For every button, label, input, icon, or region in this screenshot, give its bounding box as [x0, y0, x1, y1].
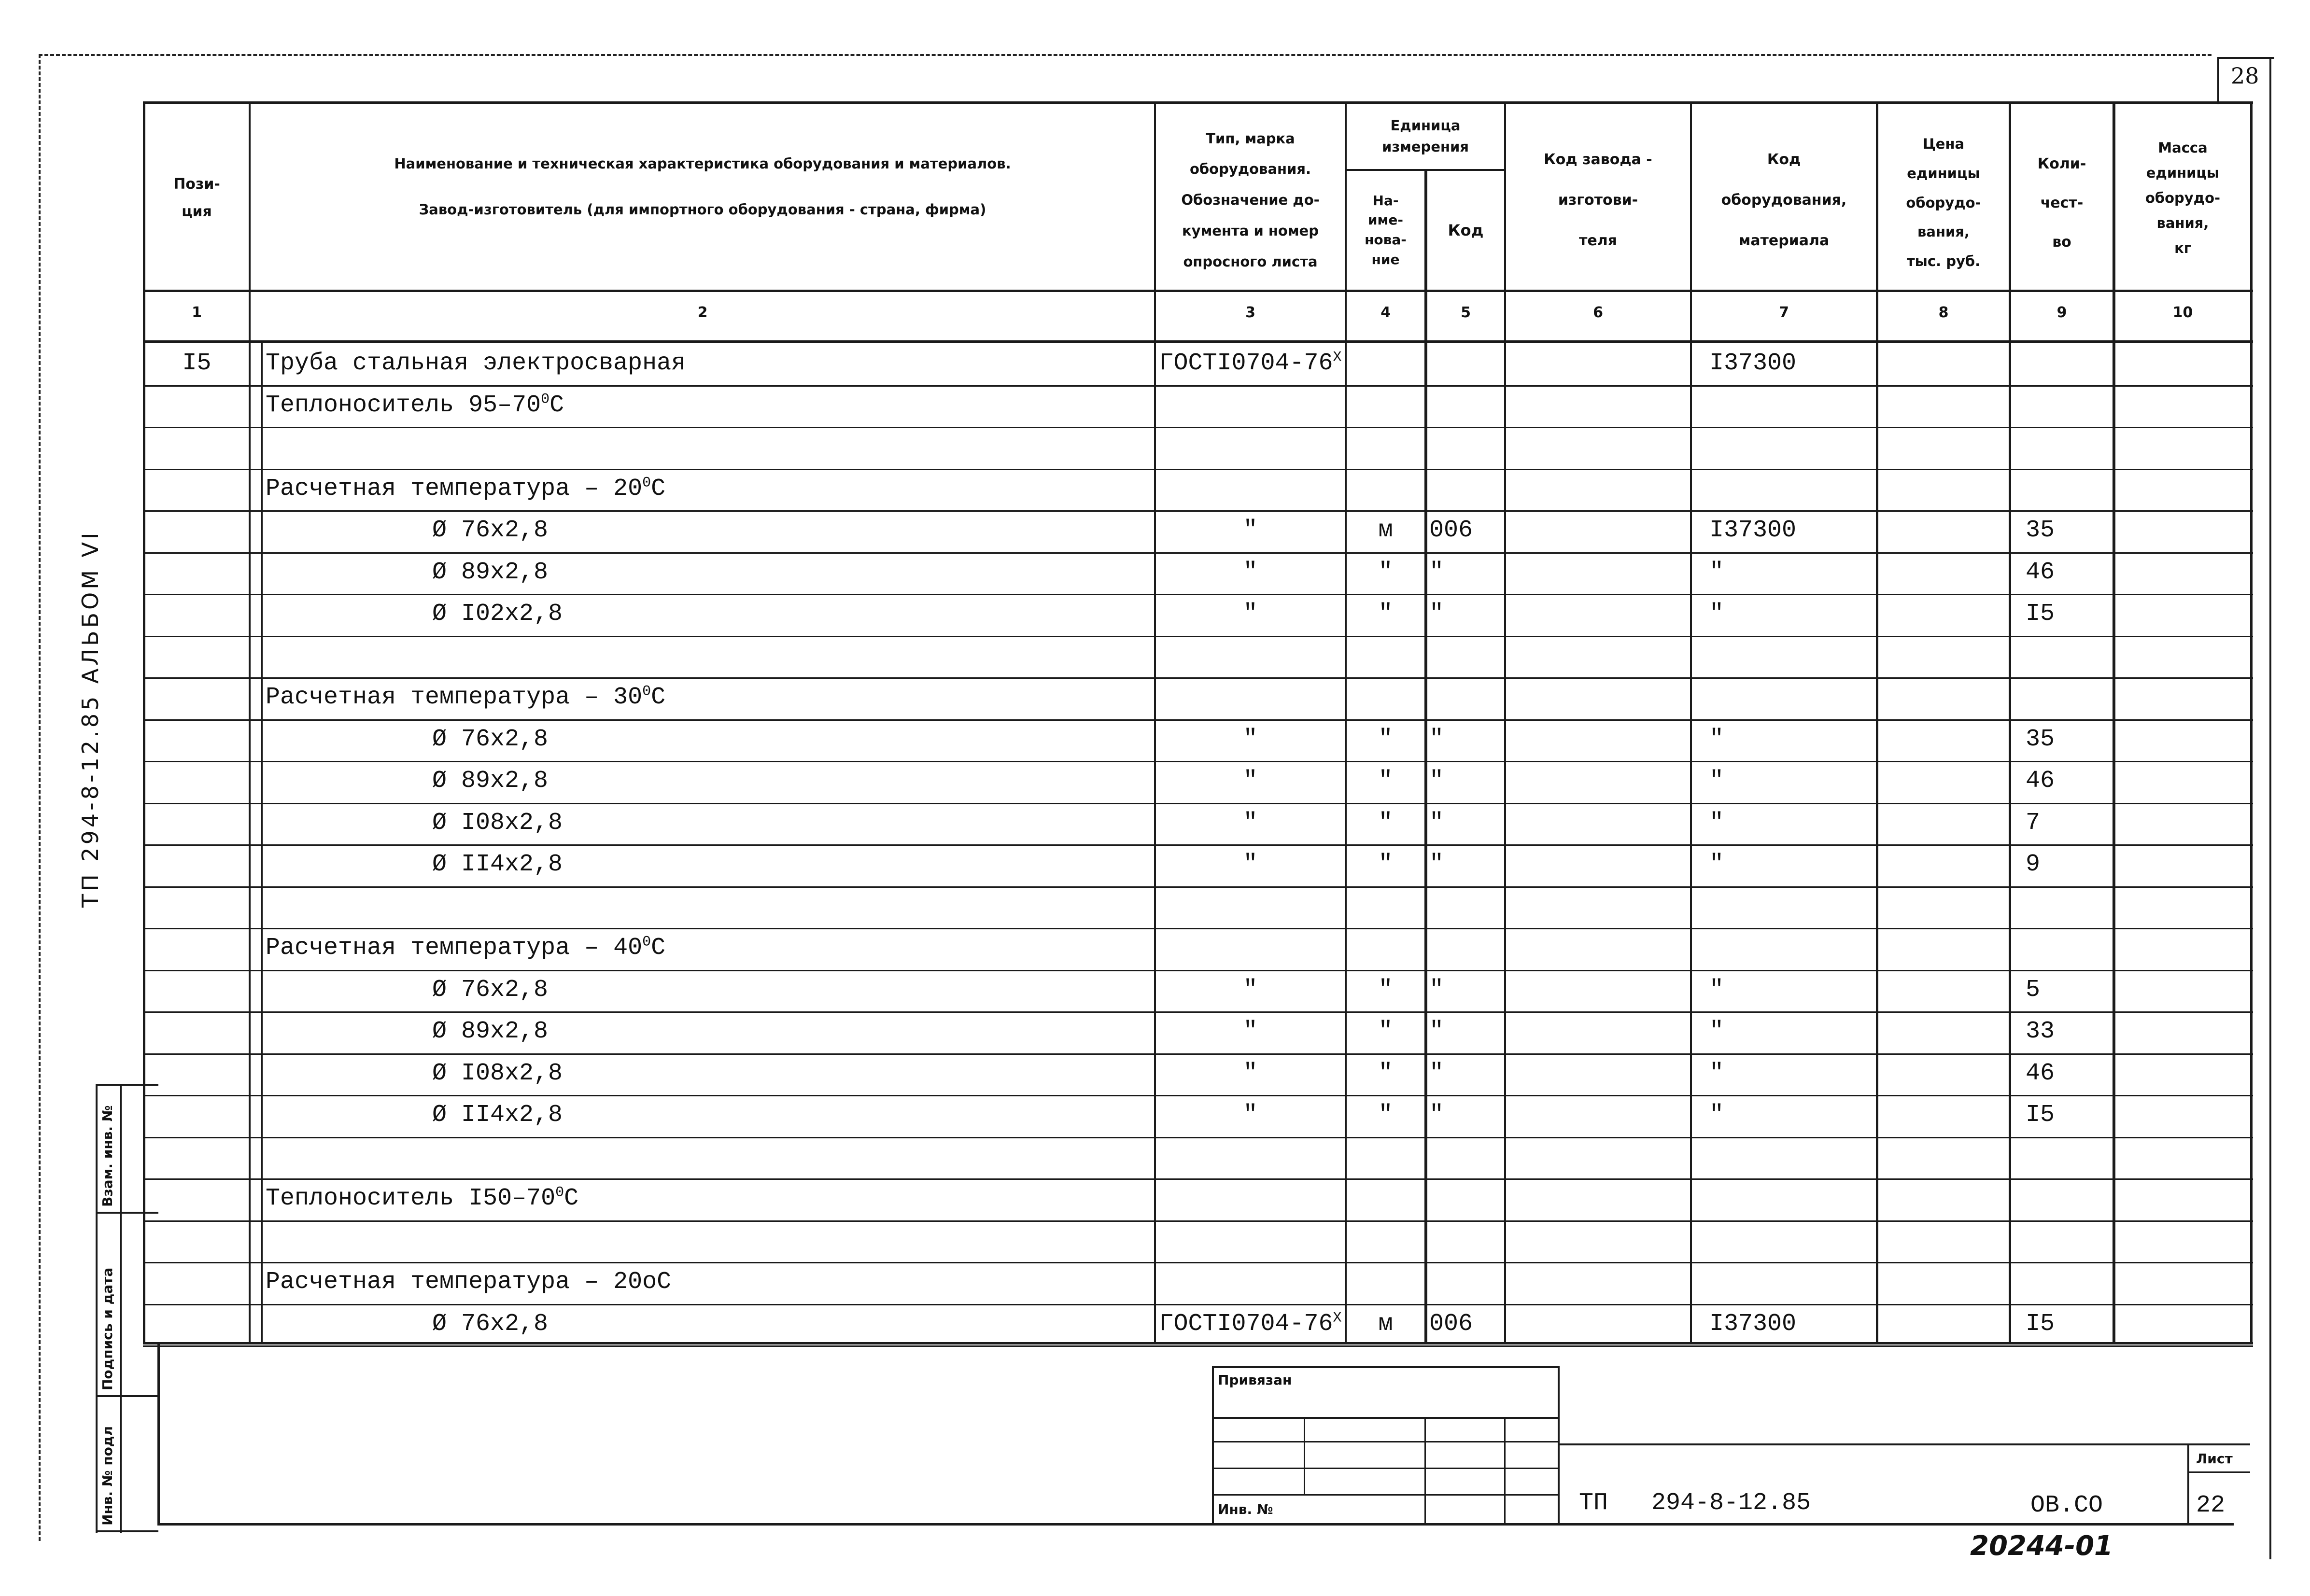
- row-unit-code: [1429, 1310, 1502, 1339]
- row-name-degree: 0: [642, 475, 651, 491]
- row-material-code: [1709, 600, 1724, 629]
- row-doc: [1156, 516, 1345, 545]
- row-unit: [1347, 1059, 1424, 1088]
- tb-sheet-label: Лист: [2196, 1451, 2233, 1467]
- row-material-code: [1709, 1101, 1724, 1130]
- row-unit-text: ": [1378, 809, 1393, 837]
- row-name-text: Труба стальная электросварная: [266, 350, 686, 377]
- row-material-code-text: ": [1709, 559, 1724, 586]
- row-material-code-text: I37300: [1709, 1310, 1797, 1338]
- row-doc: [1156, 850, 1345, 879]
- row-unit-code: [1429, 809, 1502, 838]
- row-name: [266, 349, 686, 378]
- header-unit-name: На- име- нова- ние: [1365, 192, 1407, 267]
- row-material-code-text: ": [1709, 600, 1724, 628]
- row-quantity: [2026, 558, 2055, 587]
- row-name-text: Расчетная температура – 30: [266, 684, 643, 711]
- row-name: [266, 391, 564, 420]
- row-unit-text: м: [1378, 517, 1393, 544]
- row-name: [266, 934, 665, 963]
- row-doc: [1156, 809, 1345, 838]
- header-price: Цена единицы оборудо- вания, тыс. руб.: [1906, 135, 1981, 270]
- row-unit-code-text: ": [1429, 809, 1444, 837]
- row-name: [266, 475, 665, 504]
- tb-sheet-left: [2187, 1443, 2189, 1523]
- row-divider: [143, 1220, 2253, 1222]
- stamp-line-4: [96, 1530, 158, 1532]
- row-name-text: Ø II4х2,8: [432, 1101, 563, 1129]
- tb-row-2: [1212, 1441, 1560, 1442]
- row-divider: [143, 970, 2253, 971]
- row-divider: [143, 886, 2253, 888]
- row-unit-text: ": [1378, 976, 1393, 1004]
- row-name-text: Ø 89х2,8: [432, 559, 549, 586]
- row-divider: [143, 1137, 2253, 1138]
- frame-right: [2250, 101, 2253, 1342]
- row-unit: [1347, 1101, 1424, 1130]
- row-quantity-text: 35: [2026, 726, 2055, 753]
- stamp-podpis-data: Подпись и дата: [99, 1267, 115, 1390]
- row-name-text: Теплоноситель I50–70: [266, 1185, 556, 1212]
- row-name: [432, 1017, 548, 1046]
- row-divider: [143, 594, 2253, 595]
- row-name-degree: 0: [555, 1184, 564, 1201]
- row-material-code-text: ": [1709, 976, 1724, 1004]
- tb-row-1: [1212, 1417, 1560, 1419]
- header-position: Пози- ция: [173, 176, 220, 220]
- colnum-10: 10: [2172, 304, 2193, 321]
- row-quantity-text: I5: [2026, 600, 2055, 628]
- tb-sheet-mid: [2187, 1471, 2250, 1473]
- row-name-text: Ø 89х2,8: [432, 1018, 549, 1045]
- row-doc-text: ГОСТI0704-76: [1159, 350, 1333, 377]
- col-sep-1b: [261, 340, 263, 1342]
- row-quantity: [2026, 850, 2040, 879]
- bottom-stamp: 20244-01: [1970, 1530, 2113, 1562]
- row-divider: [143, 677, 2253, 679]
- row-name-text: Ø 76х2,8: [432, 976, 549, 1004]
- row-name: [432, 1310, 548, 1339]
- row-name-text: Ø 76х2,8: [432, 517, 549, 544]
- row-name-text: Расчетная температура – 20оС: [266, 1268, 672, 1296]
- row-name: [266, 1268, 671, 1297]
- row-doc-text: ": [1243, 517, 1258, 544]
- row-unit-text: ": [1378, 1018, 1393, 1045]
- row-doc-text: ": [1243, 976, 1258, 1004]
- row-name: [432, 725, 548, 754]
- tb-left: [1212, 1366, 1214, 1523]
- row-quantity: [2026, 809, 2040, 838]
- col-sep-9: [2113, 101, 2115, 1342]
- tb-col-2: [1424, 1417, 1426, 1523]
- row-unit-code-text: ": [1429, 559, 1444, 586]
- row-unit-code-text: ": [1429, 767, 1444, 795]
- header-name-line2: Завод-изготовитель (для импортного оборудования - страна, фирма): [419, 201, 986, 218]
- row-quantity: [2026, 516, 2055, 545]
- row-unit: [1347, 1310, 1424, 1339]
- row-quantity-text: 5: [2026, 976, 2041, 1004]
- row-divider: [143, 1011, 2253, 1013]
- header-mass: Масса единицы оборудо- вания, кг: [2145, 139, 2221, 257]
- row-unit: [1347, 600, 1424, 629]
- row-material-code-text: I37300: [1709, 517, 1797, 544]
- row-doc: [1156, 725, 1345, 754]
- row-unit-code: [1429, 516, 1502, 545]
- row-unit: [1347, 809, 1424, 838]
- row-divider: [143, 1095, 2253, 1096]
- row-material-code: [1709, 1310, 1796, 1339]
- row-name-unit: С: [651, 934, 666, 962]
- tb-top: [1212, 1366, 1560, 1368]
- row-material-code: [1709, 767, 1724, 796]
- row-material-code: [1709, 725, 1724, 754]
- row-quantity: [2026, 1101, 2055, 1130]
- row-material-code: [1709, 809, 1724, 838]
- header-unit-code: Код: [1448, 221, 1484, 239]
- row-doc-text: ГОСТI0704-76: [1159, 1310, 1333, 1338]
- row-unit-code-text: 006: [1429, 1310, 1473, 1338]
- row-name: [266, 1184, 578, 1213]
- colnum-7: 7: [1779, 304, 1789, 321]
- row-material-code-text: ": [1709, 851, 1724, 878]
- tb-sheet-number: 22: [2196, 1492, 2225, 1519]
- row-quantity-text: 46: [2026, 559, 2055, 586]
- tb-inv-no: Инв. №: [1218, 1501, 1273, 1517]
- row-unit-text: ": [1378, 767, 1393, 795]
- left-dashed-border: [39, 54, 41, 1541]
- frame-table-bottom: [143, 1342, 2253, 1344]
- row-divider: [143, 552, 2253, 554]
- row-doc-text: ": [1243, 559, 1258, 586]
- corner-box-left: [2217, 57, 2219, 104]
- row-quantity-text: I5: [2026, 1310, 2055, 1338]
- side-document-label: ТП 294-8-12.85 АЛЬБОМ VI: [77, 530, 103, 908]
- row-divider: [143, 385, 2253, 387]
- row-divider: [143, 803, 2253, 804]
- row-unit: [1347, 767, 1424, 796]
- row-name: [432, 809, 563, 838]
- row-material-code: [1709, 349, 1796, 378]
- colnum-4: 4: [1380, 304, 1391, 321]
- row-doc: [1156, 976, 1345, 1005]
- row-divider: [143, 1304, 2253, 1305]
- row-doc: [1156, 1310, 1345, 1339]
- row-divider: [143, 1178, 2253, 1180]
- row-doc-text: ": [1243, 767, 1258, 795]
- row-name: [432, 767, 548, 796]
- row-material-code-text: ": [1709, 1101, 1724, 1129]
- row-material-code: [1709, 976, 1724, 1005]
- row-material-code-text: ": [1709, 1060, 1724, 1087]
- row-quantity-text: 33: [2026, 1018, 2055, 1045]
- outer-right-line: [2269, 58, 2271, 1559]
- row-unit: [1347, 558, 1424, 587]
- row-quantity: [2026, 976, 2040, 1005]
- row-unit-code-text: ": [1429, 1018, 1444, 1045]
- row-doc-text: ": [1243, 1060, 1258, 1087]
- row-doc: [1156, 767, 1345, 796]
- stamp-mid-line: [120, 1084, 122, 1533]
- row-unit-text: ": [1378, 600, 1393, 628]
- row-divider: [143, 1053, 2253, 1055]
- row-unit-code-text: ": [1429, 851, 1444, 878]
- frame-left-lower: [157, 1342, 160, 1525]
- colnum-5: 5: [1461, 304, 1471, 321]
- colnum-3: 3: [1245, 304, 1255, 321]
- row-unit-code-text: ": [1429, 1060, 1444, 1087]
- row-unit-code: [1429, 1059, 1502, 1088]
- stamp-line-3: [96, 1395, 158, 1397]
- row-unit-code-text: ": [1429, 1101, 1444, 1129]
- row-name-text: Ø II4х2,8: [432, 851, 563, 878]
- stamp-left-line: [96, 1084, 98, 1533]
- row-name-text: Ø I08х2,8: [432, 1060, 563, 1087]
- row-name-unit: С: [549, 392, 564, 419]
- row-unit-code: [1429, 976, 1502, 1005]
- tb-row-4: [1212, 1494, 1560, 1496]
- row-position-text: I5: [182, 350, 211, 377]
- row-doc-text: ": [1243, 809, 1258, 837]
- row-unit: [1347, 516, 1424, 545]
- row-name: [266, 683, 665, 712]
- header-name-line1: Наименование и техническая характеристика оборудования и материалов.: [394, 155, 1011, 172]
- row-unit-code: [1429, 767, 1502, 796]
- row-divider: [143, 469, 2253, 470]
- row-unit-text: ": [1378, 559, 1393, 586]
- row-unit-text: ": [1378, 726, 1393, 753]
- row-quantity-text: 9: [2026, 851, 2041, 878]
- row-unit-text: ": [1378, 851, 1393, 878]
- row-divider: [143, 510, 2253, 512]
- row-doc: [1156, 1017, 1345, 1046]
- row-doc-text: ": [1243, 726, 1258, 753]
- colnum-1: 1: [192, 304, 202, 321]
- row-material-code: [1709, 1059, 1724, 1088]
- row-unit: [1347, 725, 1424, 754]
- row-divider: [143, 1262, 2253, 1263]
- row-unit-code: [1429, 1101, 1502, 1130]
- row-name: [432, 1101, 563, 1130]
- row-unit-code: [1429, 725, 1502, 754]
- colnum-2: 2: [697, 304, 708, 321]
- tb-col-1: [1304, 1417, 1305, 1494]
- row-unit-text: ": [1378, 1060, 1393, 1087]
- row-name-text: Ø 76х2,8: [432, 726, 549, 753]
- row-material-code: [1709, 1017, 1724, 1046]
- row-quantity: [2026, 600, 2055, 629]
- row-divider: [143, 928, 2253, 929]
- row-unit-code-text: ": [1429, 726, 1444, 753]
- row-name-text: Ø I08х2,8: [432, 809, 563, 837]
- header-unit-group: Единица измерения: [1382, 117, 1469, 155]
- stamp-vzam-inv: Взам. инв. №: [99, 1105, 115, 1207]
- row-name-text: Ø 89х2,8: [432, 767, 549, 795]
- header-bottom-line: [143, 290, 2253, 292]
- stamp-line-1: [96, 1084, 158, 1086]
- row-doc: [1156, 558, 1345, 587]
- stamp-inv-podl: Инв. № подл: [99, 1426, 115, 1526]
- row-doc-text: ": [1243, 1018, 1258, 1045]
- row-quantity: [2026, 1017, 2055, 1046]
- row-material-code-text: ": [1709, 726, 1724, 753]
- stamp-line-2: [96, 1212, 158, 1214]
- row-doc: [1156, 349, 1345, 378]
- row-name: [432, 1059, 563, 1088]
- row-quantity-text: 7: [2026, 809, 2041, 837]
- row-divider: [143, 844, 2253, 846]
- row-quantity-text: 35: [2026, 517, 2055, 544]
- row-name: [432, 976, 548, 1005]
- row-doc-sup: X: [1333, 1310, 1342, 1327]
- row-name-text: Расчетная температура – 20: [266, 475, 643, 503]
- top-dashed-border: [39, 54, 2211, 56]
- row-quantity: [2026, 1310, 2055, 1339]
- row-doc: [1156, 600, 1345, 629]
- row-name-unit: С: [651, 684, 666, 711]
- row-material-code-text: ": [1709, 809, 1724, 837]
- colnum-8: 8: [1938, 304, 1949, 321]
- row-unit-code-text: ": [1429, 600, 1444, 628]
- row-divider: [143, 427, 2253, 428]
- corner-box-top: [2217, 57, 2274, 59]
- col-sep-4: [1424, 169, 1427, 1342]
- tb-privyazan: Привязан: [1218, 1372, 1292, 1388]
- colnum-9: 9: [2056, 304, 2067, 321]
- row-doc-text: ": [1243, 1101, 1258, 1129]
- row-doc: [1156, 1059, 1345, 1088]
- row-doc-text: ": [1243, 851, 1258, 878]
- row-unit-code-text: 006: [1429, 517, 1473, 544]
- row-unit-code: [1429, 1017, 1502, 1046]
- row-doc-sup: X: [1333, 349, 1342, 366]
- row-material-code-text: I37300: [1709, 350, 1797, 377]
- row-unit: [1347, 850, 1424, 879]
- row-name: [432, 600, 563, 629]
- page-corner-number: 28: [2231, 63, 2259, 89]
- row-material-code: [1709, 850, 1724, 879]
- tb-doc-code: ТП 294-8-12.85: [1579, 1489, 1811, 1517]
- row-divider: [143, 761, 2253, 762]
- row-name: [432, 516, 548, 545]
- row-unit-code-text: ": [1429, 976, 1444, 1004]
- row-quantity: [2026, 1059, 2055, 1088]
- frame-bottom: [157, 1523, 2234, 1526]
- frame-top: [143, 101, 2253, 104]
- row-divider: [143, 1345, 2253, 1347]
- row-unit: [1347, 1017, 1424, 1046]
- row-material-code: [1709, 516, 1796, 545]
- row-name-text: Ø I02х2,8: [432, 600, 563, 628]
- row-unit-code: [1429, 558, 1502, 587]
- row-unit-text: м: [1378, 1310, 1393, 1338]
- row-quantity: [2026, 767, 2055, 796]
- row-position: [145, 349, 249, 378]
- colnum-bottom-line: [143, 340, 2253, 343]
- header-plant-code: Код завода - изготови- теля: [1544, 151, 1652, 249]
- header-type-doc: Тип, марка оборудования. Обозначение до- кумента и номер опросного листа: [1181, 130, 1320, 270]
- row-quantity: [2026, 725, 2055, 754]
- row-material-code-text: ": [1709, 1018, 1724, 1045]
- row-name: [432, 850, 563, 879]
- header-material-code: Код оборудования, материала: [1721, 151, 1847, 249]
- row-name-unit: С: [564, 1185, 579, 1212]
- tb-row-3: [1212, 1468, 1560, 1469]
- tb-col-3: [1504, 1417, 1506, 1523]
- row-unit-code: [1429, 850, 1502, 879]
- row-unit-text: ": [1378, 1101, 1393, 1129]
- row-name-degree: 0: [541, 391, 550, 408]
- col-sep-1: [249, 101, 251, 1342]
- row-doc: [1156, 1101, 1345, 1130]
- row-doc-text: ": [1243, 600, 1258, 628]
- row-quantity-text: 46: [2026, 1060, 2055, 1087]
- row-material-code: [1709, 558, 1724, 587]
- row-unit: [1347, 976, 1424, 1005]
- header-quantity: Коли- чест- во: [2037, 155, 2086, 251]
- row-name: [432, 558, 548, 587]
- row-divider: [143, 636, 2253, 637]
- row-unit-code: [1429, 600, 1502, 629]
- row-name-text: Ø 76х2,8: [432, 1310, 549, 1338]
- row-material-code-text: ": [1709, 767, 1724, 795]
- row-quantity-text: I5: [2026, 1101, 2055, 1129]
- row-quantity-text: 46: [2026, 767, 2055, 795]
- row-name-text: Теплоноситель 95–70: [266, 392, 541, 419]
- row-name-unit: С: [651, 475, 666, 503]
- row-name-degree: 0: [642, 934, 651, 951]
- tb-long-line: [1560, 1443, 2250, 1445]
- tb-doc-mark: ОВ.СО: [2030, 1492, 2103, 1519]
- colnum-6: 6: [1593, 304, 1603, 321]
- row-name-text: Расчетная температура – 40: [266, 934, 643, 962]
- row-divider: [143, 719, 2253, 721]
- row-name-degree: 0: [642, 683, 651, 700]
